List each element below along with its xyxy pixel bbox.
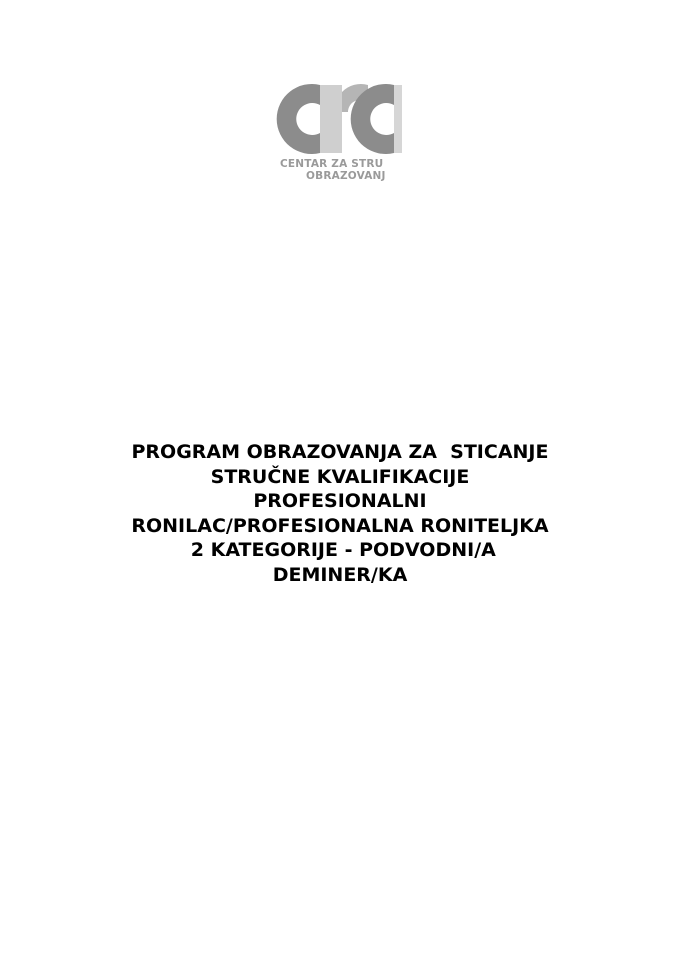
title-line-4: RONILAC/PROFESIONALNA RONITELJKA xyxy=(131,514,549,537)
csc-logo-icon xyxy=(276,82,402,156)
title-line-1: PROGRAM OBRAZOVANJA ZA STICANJE xyxy=(131,441,549,463)
title-line-3: PROFESIONALNI xyxy=(253,490,427,512)
document-title xyxy=(60,440,620,587)
title-line-2: STRUČNE KVALIFIKACIJE xyxy=(210,465,470,488)
title-line-5: 2 KATEGORIJE - PODVODNI/A xyxy=(184,539,496,561)
logo-text-line1: CENTAR ZA STRU xyxy=(280,158,384,170)
title-line-6: DEMINER/KA xyxy=(272,563,408,586)
logo-text-line2: OBRAZOVANJ xyxy=(306,170,386,182)
logo xyxy=(276,82,402,182)
